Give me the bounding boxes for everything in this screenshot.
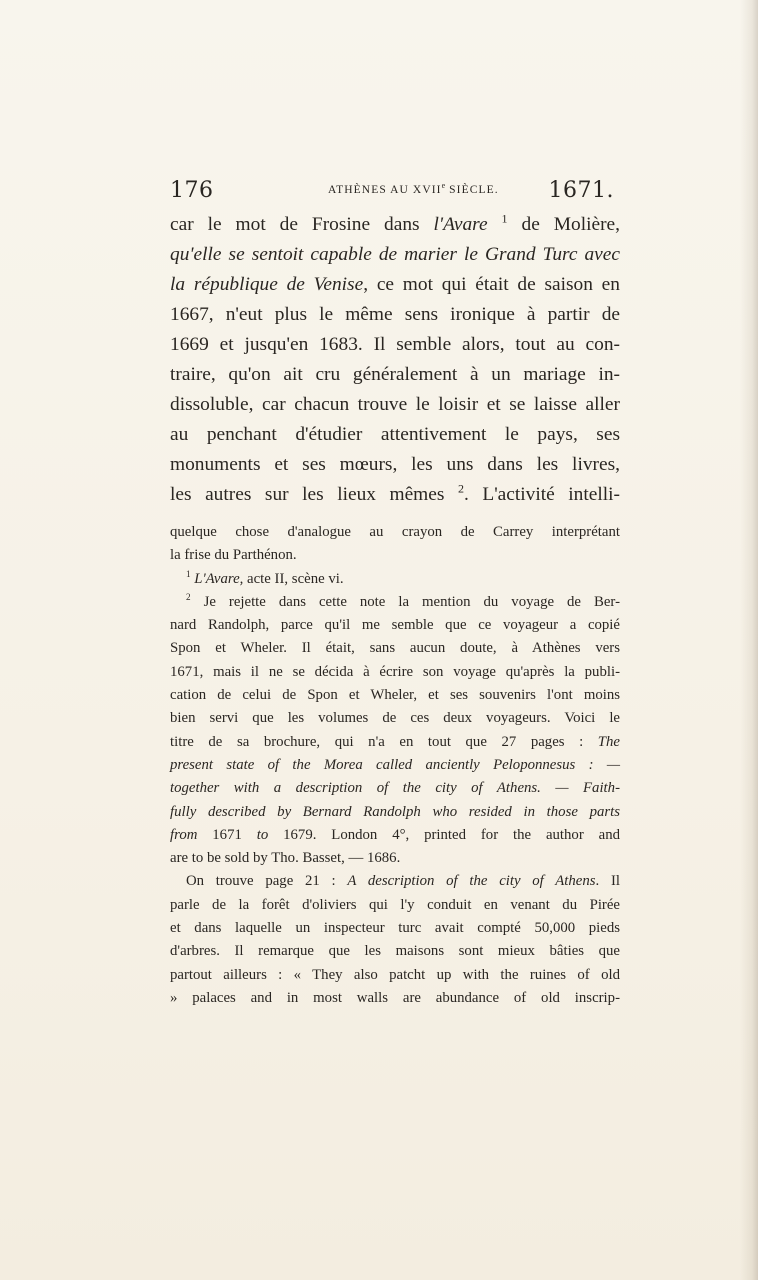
running-head-text: ATHÈNES AU XVII	[328, 184, 442, 196]
running-head-text-end: SIÈCLE.	[445, 184, 499, 196]
footnote-2-line: Spon et Wheler. Il était, sans aucun doute, à Athènes vers	[170, 640, 620, 657]
footnote-2-line: nard Randolph, parce qu'il me semble que ce voyageur a copié	[170, 617, 620, 634]
italic-title: together with a description of the city of Athens. — Faith-	[170, 780, 620, 797]
page-header	[170, 178, 620, 208]
main-line: 1669 et jusqu'en 1683. Il semble alors, tout au con-	[170, 334, 620, 355]
footnote-number: 2	[186, 591, 191, 602]
italic-quote: qu'elle se sentoit capable de marier le Grand Turc avec	[170, 244, 620, 265]
text-run: On trouve page 21 :	[186, 873, 348, 890]
italic-title: present state of the Morea called anciently Peloponnesus : —	[170, 756, 620, 773]
footnote-2-line: bien servi que les volumes de ces deux voyageurs. Voici le	[170, 710, 620, 727]
text-run: titre de sa brochure, qui n'a en tout que 27 pages :	[170, 733, 598, 750]
main-line	[170, 240, 620, 270]
footnotes	[170, 521, 620, 1010]
running-head	[328, 181, 499, 196]
text-run: car le mot de Frosine dans	[170, 214, 434, 235]
text-run: . L'activité intelli-	[463, 484, 620, 505]
page-number: 176	[170, 178, 214, 203]
main-line	[170, 270, 620, 300]
main-line: au penchant d'étudier attentivement le pays, ses	[170, 424, 620, 445]
main-line: dissoluble, car chacun trouve le loisir et se laisse aller	[170, 394, 620, 415]
text-run: . Il	[595, 873, 620, 890]
text-run: Je rejette dans cette note la mention du voyage de Ber-	[190, 593, 620, 610]
italic-title: L'Avare,	[194, 570, 244, 587]
footnote-2-line	[170, 591, 620, 614]
italic-title: to	[256, 826, 269, 843]
footnote-paragraph-line: » palaces and in most walls are abundance of old inscrip-	[170, 989, 620, 1006]
text-run: de Molière,	[507, 214, 620, 235]
italic-title: A description of the city of Athens	[347, 873, 596, 890]
running-head-superscript: e	[441, 181, 446, 191]
footnote-ref: 1	[501, 211, 508, 226]
footnote-paragraph-line	[170, 870, 620, 893]
footnote-paragraph-line: partout ailleurs : « They also patcht up with the ruines of old	[170, 966, 620, 983]
italic-title: The	[597, 733, 620, 750]
italic-title: fully described by Bernard Randolph who resided in those parts	[170, 803, 620, 820]
header-year: 1671.	[548, 178, 614, 203]
main-line: 1667, n'eut plus le même sens ironique à partir de	[170, 304, 620, 325]
footnote-paragraph-line: parle de la forêt d'oliviers qui l'y conduit en venant du Pirée	[170, 896, 620, 913]
footnote-2-line: 1671, mais il ne se décida à écrire son voyage qu'après la publi-	[170, 663, 620, 680]
footnote-paragraph-line: d'arbres. Il remarque que les maisons sont mieux bâties que	[170, 943, 620, 960]
italic-title: l'Avare	[433, 214, 488, 235]
main-line	[170, 210, 620, 240]
footnote-number: 1	[186, 568, 191, 579]
footnote-2-line	[170, 801, 620, 824]
footnote-2-line	[170, 754, 620, 777]
text-run: les autres sur les lieux mêmes	[170, 484, 458, 505]
footnote-1	[170, 568, 620, 591]
footnote-2-line	[170, 824, 620, 847]
italic-title: from	[170, 826, 198, 843]
main-line: traire, qu'on ait cru généralement à un mariage in-	[170, 364, 620, 385]
text-run: acte II, scène vi.	[243, 570, 344, 587]
main-line: monuments et ses mœurs, les uns dans les livres,	[170, 454, 620, 475]
text-run: 1671	[197, 826, 257, 843]
footnote-2-line: cation de celui de Spon et Wheler, et ses souvenirs l'ont moins	[170, 687, 620, 704]
main-text	[170, 210, 620, 510]
text-run: , ce mot qui était de saison en	[363, 274, 620, 295]
footnote-2-line	[170, 777, 620, 800]
footnote-line: quelque chose d'analogue au crayon de Carrey interprétant	[170, 524, 620, 540]
footnote-line: la frise du Parthénon.	[170, 547, 297, 564]
footnote-ref: 2	[457, 481, 464, 496]
footnote-2-line	[170, 731, 620, 754]
text-run: 1679. London 4°, printed for the author and	[268, 826, 620, 843]
italic-quote: la république de Venise	[170, 274, 364, 295]
footnote-paragraph-line: et dans laquelle un inspecteur turc avait compté 50,000 pieds	[170, 920, 620, 937]
footnote-2-line: are to be sold by Tho. Basset, — 1686.	[170, 850, 401, 867]
main-line	[170, 480, 620, 510]
